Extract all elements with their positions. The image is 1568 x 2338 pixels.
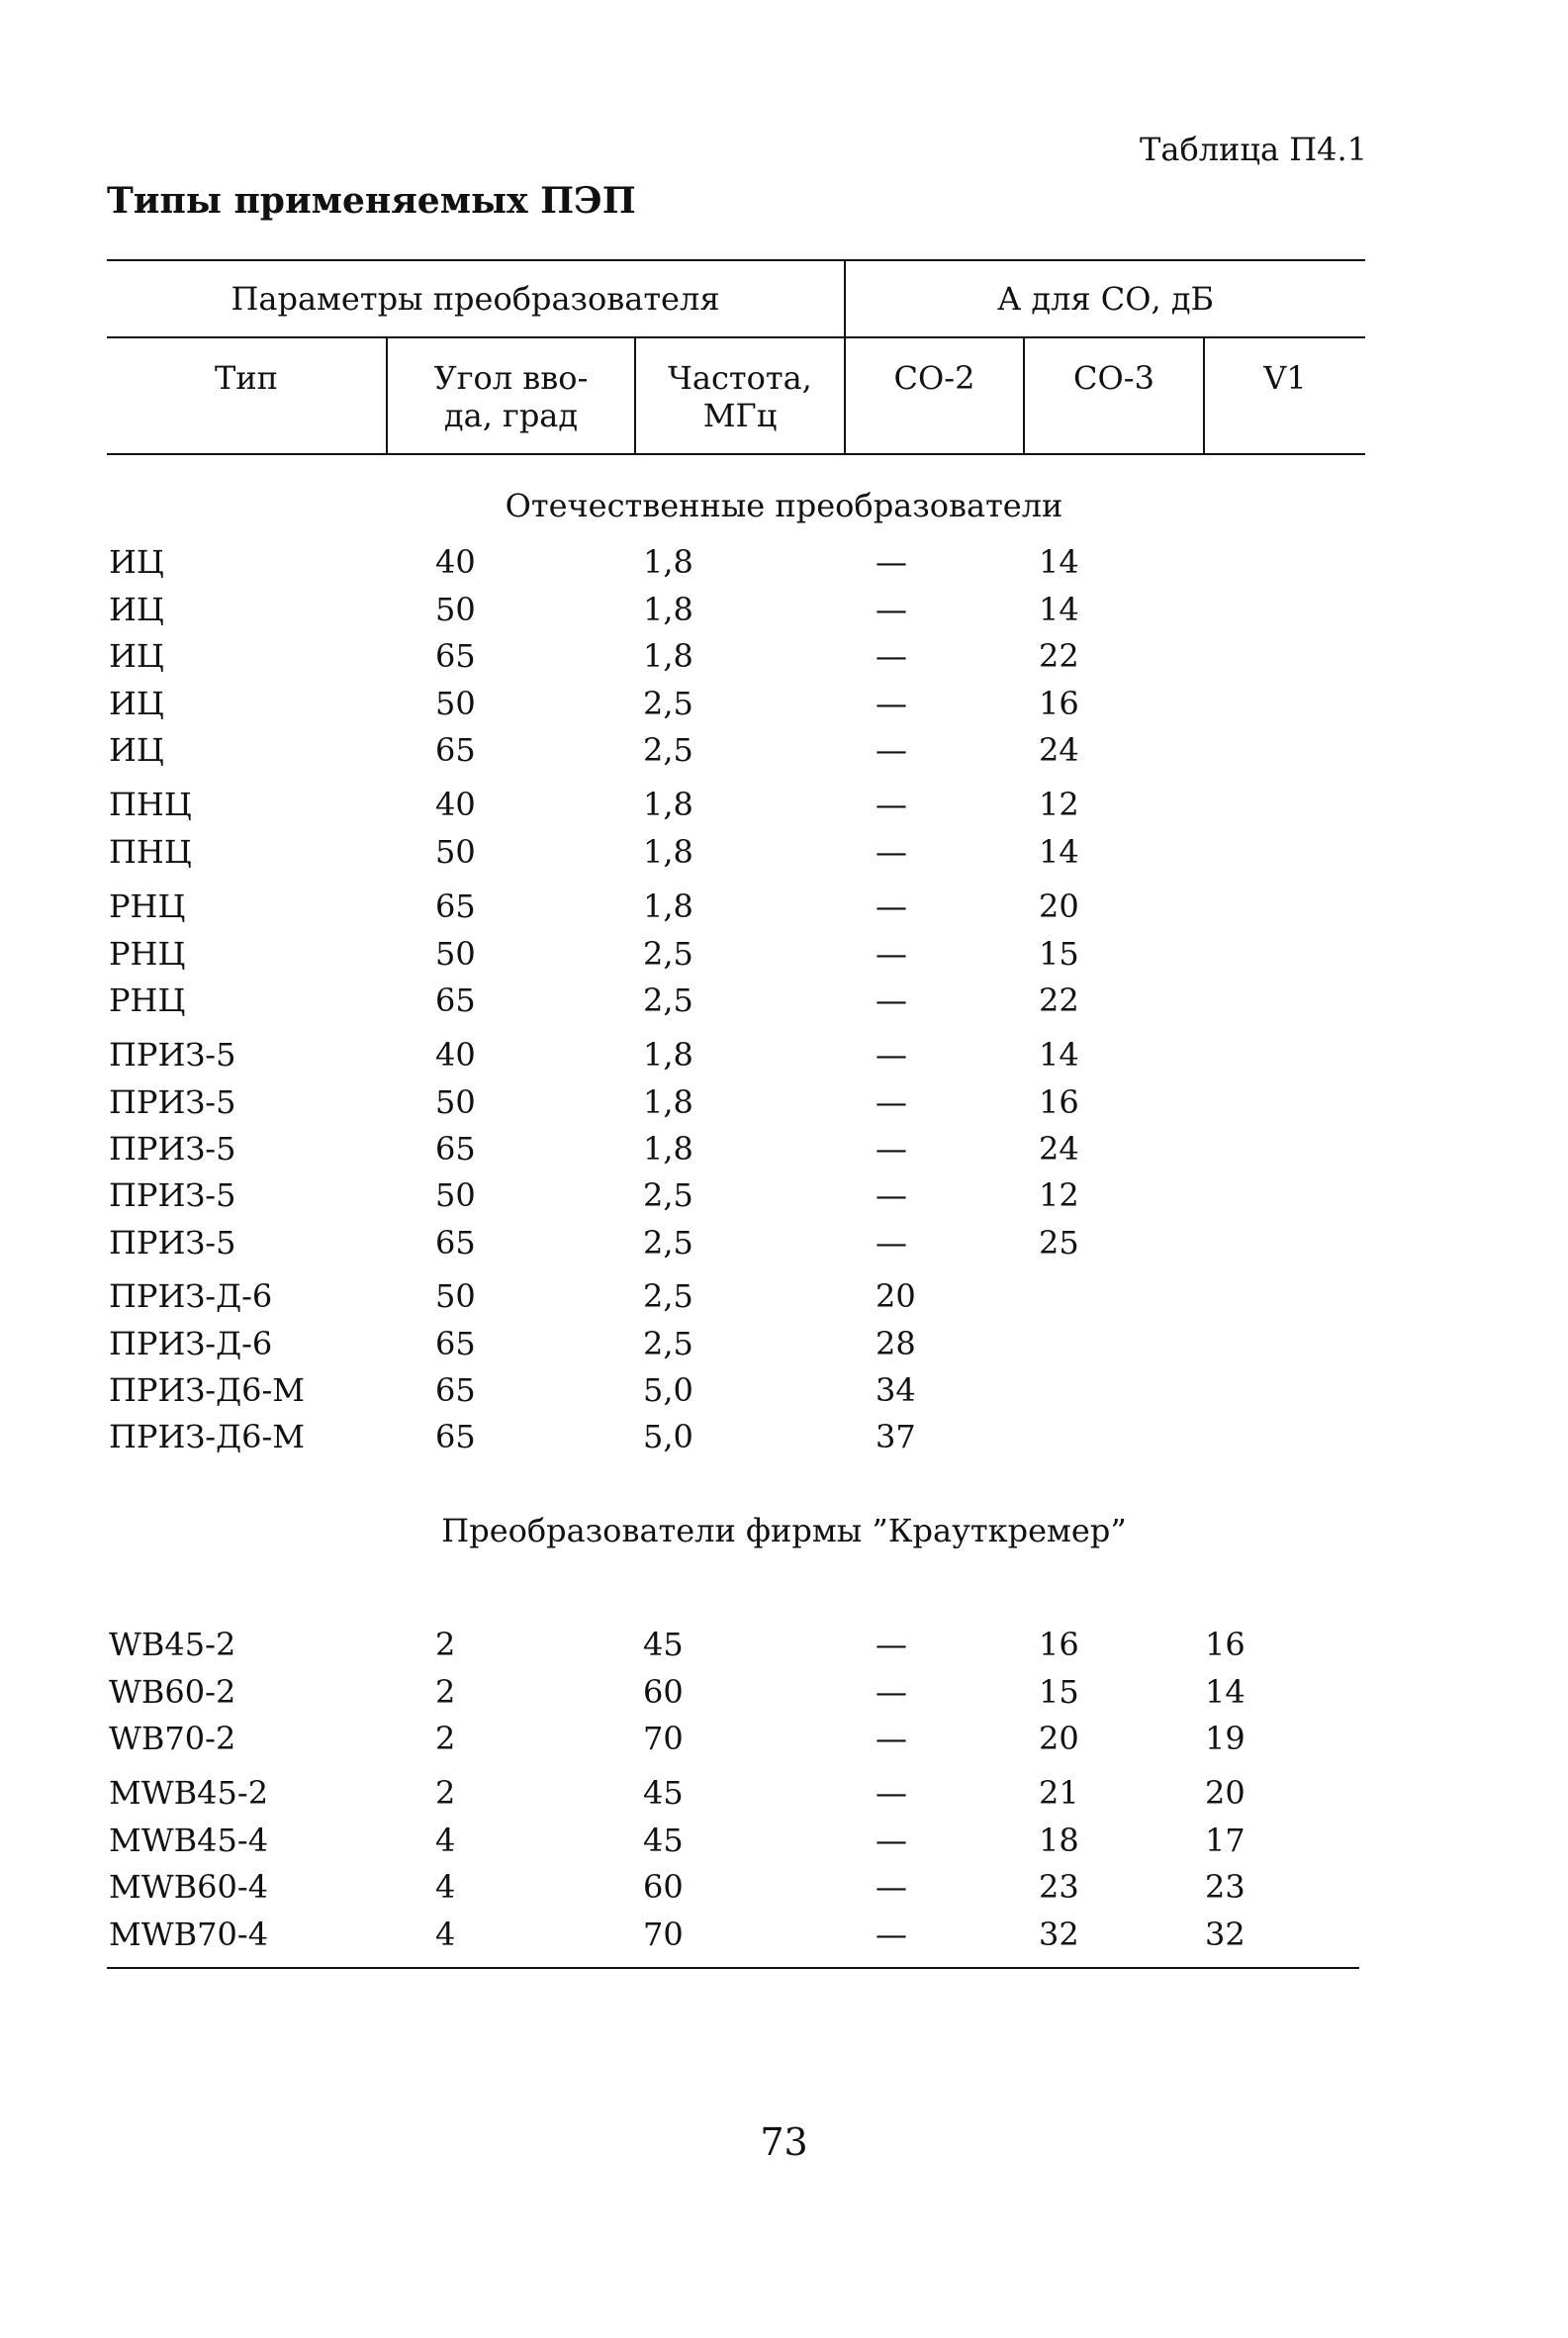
table-row (0, 1082, 1568, 1122)
table-row (0, 590, 1568, 629)
table-row (0, 887, 1568, 926)
cell-type: WB45-2 (109, 1626, 236, 1663)
cell-co2: 20 (876, 1277, 916, 1315)
cell-angle: 50 (435, 591, 476, 628)
cell-v1: 17 (1205, 1822, 1245, 1859)
cell-co3: 22 (1039, 982, 1079, 1019)
cell-co2: — (876, 1130, 907, 1168)
cell-type: ПНЦ (109, 786, 192, 823)
cell-angle: 50 (435, 1176, 476, 1214)
cell-co2: — (876, 591, 907, 628)
cell-angle: 65 (435, 1371, 476, 1409)
header-col-angle-line1: Угол вво- (433, 359, 589, 397)
cell-co3: 20 (1039, 888, 1079, 925)
cell-type: ИЦ (109, 591, 164, 628)
cell-type: ПРИЗ-Д6-М (109, 1418, 306, 1455)
cell-freq: 1,8 (643, 543, 693, 581)
table-row (0, 1129, 1568, 1169)
cell-co2: 28 (876, 1325, 916, 1362)
cell-type: ПРИЗ-5 (109, 1176, 236, 1214)
header-bottom-rule (107, 453, 1365, 455)
cell-angle: 65 (435, 1325, 476, 1362)
header-col-v1: V1 (1263, 359, 1307, 397)
cell-co2: — (876, 1822, 907, 1859)
cell-angle: 4 (435, 1822, 456, 1859)
cell-freq: 2,5 (643, 935, 693, 973)
cell-angle: 65 (435, 637, 476, 675)
cell-freq: 5,0 (643, 1418, 693, 1455)
cell-co2: — (876, 1916, 907, 1953)
table-row (0, 1175, 1568, 1215)
cell-freq: 1,8 (643, 1036, 693, 1074)
cell-type: MWB45-4 (109, 1822, 269, 1859)
cell-freq: 60 (643, 1673, 684, 1711)
cell-type: ИЦ (109, 637, 164, 675)
cell-angle: 65 (435, 888, 476, 925)
cell-type: WB60-2 (109, 1673, 236, 1711)
cell-type: ПНЦ (109, 833, 192, 871)
cell-freq: 1,8 (643, 637, 693, 675)
cell-co3: 12 (1039, 1176, 1079, 1214)
cell-co2: — (876, 1868, 907, 1906)
table-row (0, 981, 1568, 1020)
cell-freq: 45 (643, 1774, 684, 1812)
cell-co2: 37 (876, 1418, 916, 1455)
cell-v1: 32 (1205, 1916, 1245, 1953)
cell-angle: 40 (435, 786, 476, 823)
cell-co2: — (876, 1720, 907, 1757)
cell-co2: 34 (876, 1371, 916, 1409)
cell-co2: — (876, 1036, 907, 1074)
cell-co3: 32 (1039, 1916, 1079, 1953)
table-row (0, 1773, 1568, 1813)
cell-freq: 60 (643, 1868, 684, 1906)
table-row (0, 636, 1568, 676)
cell-angle: 65 (435, 1418, 476, 1455)
table-row (0, 1915, 1568, 1954)
cell-v1: 19 (1205, 1720, 1245, 1757)
table-row (0, 1672, 1568, 1712)
header-col-co2: СО-2 (893, 359, 975, 397)
cell-co3: 14 (1039, 1036, 1079, 1074)
header-top-rule (107, 259, 1365, 261)
cell-freq: 1,8 (643, 1083, 693, 1121)
cell-v1: 20 (1205, 1774, 1245, 1812)
cell-freq: 45 (643, 1822, 684, 1859)
cell-co3: 20 (1039, 1720, 1079, 1757)
cell-freq: 45 (643, 1626, 684, 1663)
cell-type: ПРИЗ-Д-6 (109, 1325, 273, 1362)
header-col-freq-line1: Частота, (668, 359, 812, 397)
cell-type: WB70-2 (109, 1720, 236, 1757)
cell-angle: 2 (435, 1774, 456, 1812)
cell-co3: 16 (1039, 685, 1079, 722)
cell-co2: — (876, 1176, 907, 1214)
cell-type: MWB45-2 (109, 1774, 269, 1812)
cell-co2: — (876, 1083, 907, 1121)
cell-co3: 21 (1039, 1774, 1079, 1812)
cell-co2: — (876, 1673, 907, 1711)
table-row (0, 1324, 1568, 1363)
cell-co2: — (876, 982, 907, 1019)
cell-co2: — (876, 833, 907, 871)
table-row (0, 1625, 1568, 1664)
cell-type: ПРИЗ-5 (109, 1036, 236, 1074)
table-row (0, 684, 1568, 723)
cell-freq: 1,8 (643, 1130, 693, 1168)
header-col-type: Тип (215, 359, 278, 397)
section-domestic: Отечественные преобразователи (505, 487, 1063, 524)
table-row (0, 1417, 1568, 1456)
cell-freq: 1,8 (643, 833, 693, 871)
cell-angle: 40 (435, 543, 476, 581)
cell-type: ИЦ (109, 731, 164, 769)
cell-freq: 1,8 (643, 591, 693, 628)
cell-co3: 24 (1039, 1130, 1079, 1168)
table-bottom-rule (107, 1967, 1359, 1969)
cell-type: РНЦ (109, 982, 186, 1019)
cell-co2: — (876, 685, 907, 722)
cell-angle: 65 (435, 1130, 476, 1168)
cell-freq: 2,5 (643, 731, 693, 769)
cell-angle: 4 (435, 1868, 456, 1906)
cell-angle: 50 (435, 685, 476, 722)
cell-type: ИЦ (109, 685, 164, 722)
cell-co3: 18 (1039, 1822, 1079, 1859)
cell-type: ИЦ (109, 543, 164, 581)
header-middle-rule (107, 336, 1365, 338)
cell-angle: 50 (435, 1083, 476, 1121)
cell-angle: 65 (435, 982, 476, 1019)
cell-angle: 50 (435, 935, 476, 973)
header-col-co3: СО-3 (1073, 359, 1154, 397)
cell-type: ПРИЗ-5 (109, 1224, 236, 1262)
cell-angle: 50 (435, 1277, 476, 1315)
cell-freq: 1,8 (643, 786, 693, 823)
cell-angle: 2 (435, 1626, 456, 1663)
cell-freq: 2,5 (643, 982, 693, 1019)
table-row (0, 1035, 1568, 1075)
table-row (0, 1867, 1568, 1907)
table-row (0, 832, 1568, 872)
cell-freq: 2,5 (643, 1325, 693, 1362)
table-row (0, 1719, 1568, 1758)
cell-angle: 4 (435, 1916, 456, 1953)
cell-co2: — (876, 543, 907, 581)
cell-type: РНЦ (109, 935, 186, 973)
cell-freq: 2,5 (643, 1277, 693, 1315)
table-label: Таблица П4.1 (1140, 131, 1367, 168)
cell-co3: 12 (1039, 786, 1079, 823)
cell-co3: 14 (1039, 591, 1079, 628)
cell-type: MWB60-4 (109, 1868, 269, 1906)
cell-co3: 23 (1039, 1868, 1079, 1906)
cell-freq: 70 (643, 1916, 684, 1953)
cell-co2: — (876, 1774, 907, 1812)
page-number: 73 (760, 2120, 808, 2164)
cell-co3: 15 (1039, 935, 1079, 973)
header-group-a: А для СО, дБ (996, 280, 1215, 318)
cell-co2: — (876, 1224, 907, 1262)
cell-co3: 14 (1039, 833, 1079, 871)
cell-co3: 15 (1039, 1673, 1079, 1711)
cell-angle: 65 (435, 731, 476, 769)
cell-freq: 2,5 (643, 685, 693, 722)
cell-freq: 5,0 (643, 1371, 693, 1409)
table-row (0, 1276, 1568, 1316)
header-group-params: Параметры преобразователя (231, 280, 720, 318)
table-row (0, 1821, 1568, 1860)
table-row (0, 542, 1568, 582)
cell-angle: 40 (435, 1036, 476, 1074)
table-row (0, 730, 1568, 770)
cell-angle: 50 (435, 833, 476, 871)
cell-co2: — (876, 731, 907, 769)
cell-angle: 65 (435, 1224, 476, 1262)
section-krautkramer: Преобразователи фирмы ”Крауткремер” (441, 1512, 1127, 1549)
cell-freq: 70 (643, 1720, 684, 1757)
cell-co2: — (876, 786, 907, 823)
cell-co3: 16 (1039, 1083, 1079, 1121)
cell-freq: 1,8 (643, 888, 693, 925)
cell-co3: 24 (1039, 731, 1079, 769)
cell-co2: — (876, 935, 907, 973)
cell-type: РНЦ (109, 888, 186, 925)
cell-type: ПРИЗ-5 (109, 1083, 236, 1121)
cell-freq: 2,5 (643, 1224, 693, 1262)
table-row (0, 1223, 1568, 1263)
cell-co3: 16 (1039, 1626, 1079, 1663)
table-row (0, 934, 1568, 974)
cell-freq: 2,5 (643, 1176, 693, 1214)
cell-v1: 16 (1205, 1626, 1245, 1663)
table-row (0, 1370, 1568, 1410)
cell-co2: — (876, 637, 907, 675)
cell-co2: — (876, 888, 907, 925)
header-col-angle-line2: да, град (443, 397, 579, 434)
cell-v1: 14 (1205, 1673, 1245, 1711)
cell-angle: 2 (435, 1720, 456, 1757)
table-row (0, 785, 1568, 824)
cell-co3: 22 (1039, 637, 1079, 675)
cell-co3: 25 (1039, 1224, 1079, 1262)
cell-type: ПРИЗ-Д-6 (109, 1277, 273, 1315)
cell-co2: — (876, 1626, 907, 1663)
cell-type: ПРИЗ-Д6-М (109, 1371, 306, 1409)
header-col-freq-line2: МГц (702, 397, 778, 434)
cell-co3: 14 (1039, 543, 1079, 581)
table-title: Типы применяемых ПЭП (107, 180, 636, 222)
cell-angle: 2 (435, 1673, 456, 1711)
cell-type: MWB70-4 (109, 1916, 269, 1953)
cell-type: ПРИЗ-5 (109, 1130, 236, 1168)
cell-v1: 23 (1205, 1868, 1245, 1906)
